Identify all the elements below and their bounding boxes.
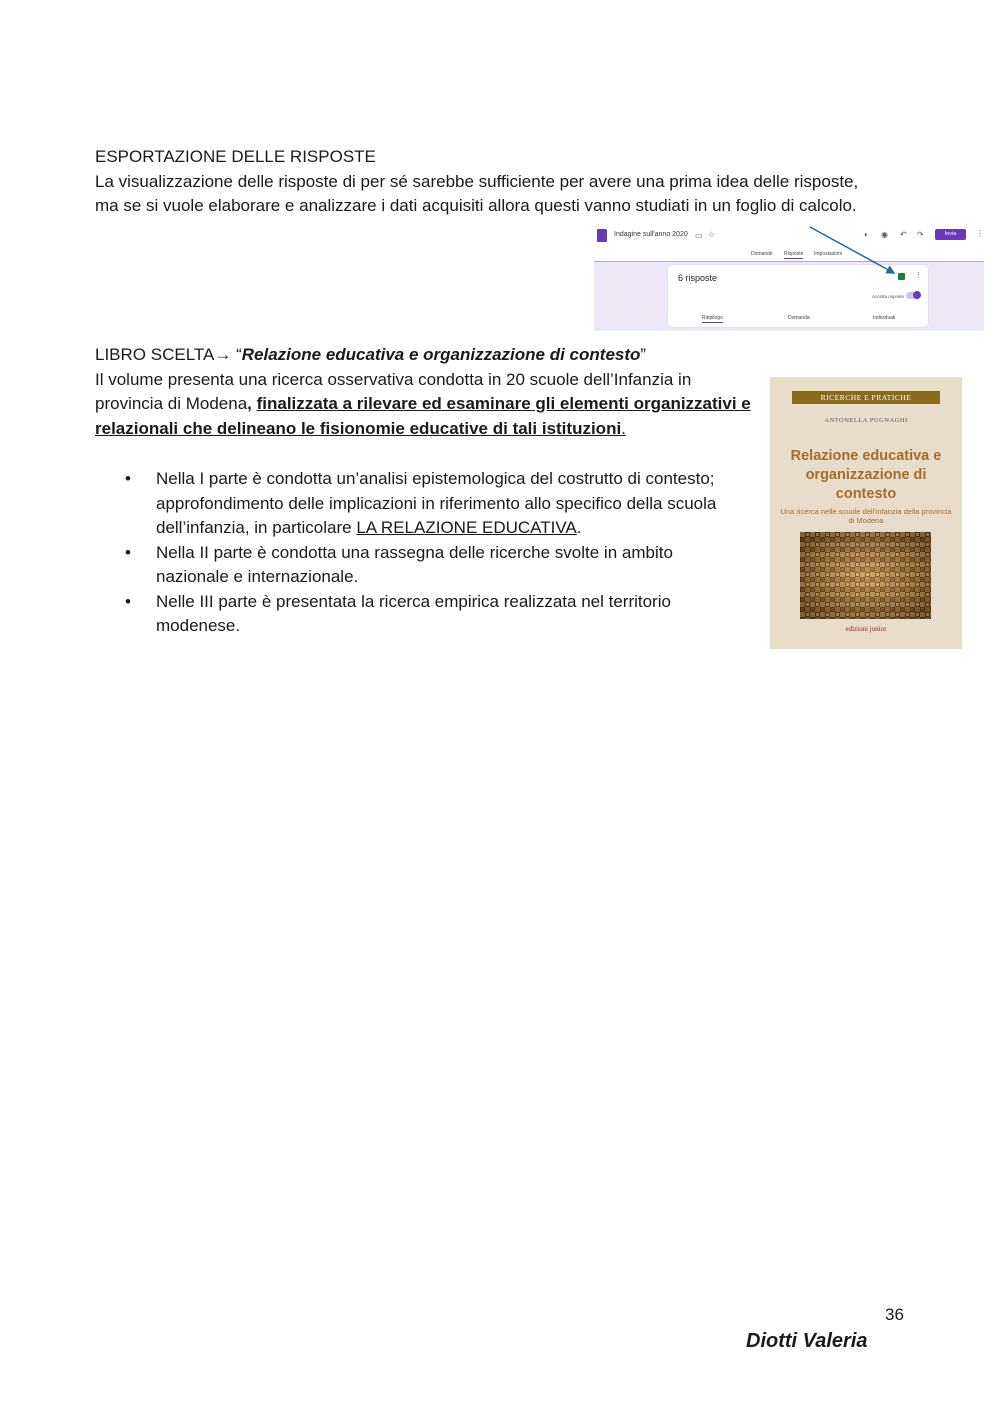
bullet-list	[95, 467, 765, 639]
subtab-domanda: Domanda	[788, 315, 810, 321]
bullet-text: Nella I parte è condotta un’analisi epistemologica del costrutto di contesto; approfondimento delle implicazioni in riferimento allo specifico della scuola dell’infanzia, in particolare	[156, 469, 717, 537]
eye-icon: ◉	[881, 230, 888, 239]
list-item	[95, 467, 765, 541]
arrow-icon: →	[214, 345, 232, 364]
bullet-underlined: LA RELAZIONE EDUCATIVA	[356, 518, 577, 537]
responses-count: 6 risposte	[678, 273, 718, 283]
bullet-text: Nella II parte è condotta una rassegna delle ricerche svolte in ambito nazionale e internazionale.	[156, 542, 673, 586]
book-prefix: LIBRO SCELTA	[95, 345, 215, 364]
list-item	[95, 590, 716, 639]
subtab-riepilogo: Riepilogo	[702, 315, 723, 321]
author-signature: Diotti Valeria	[746, 1330, 868, 1352]
forms-screenshot	[594, 223, 984, 331]
tab-domande: Domande	[751, 251, 773, 257]
book-intro-comma: ,	[247, 394, 257, 413]
bullet-icon: •	[125, 591, 131, 611]
open-quote: “	[231, 345, 242, 364]
folder-icon: ▭	[695, 231, 703, 240]
tab-risposte: Risposte	[784, 251, 804, 257]
send-button: Invia	[935, 229, 966, 240]
bullet-text: Nelle III parte è presentata la ricerca empirica realizzata nel territorio modenese.	[156, 591, 671, 635]
undo-icon: ↶	[900, 230, 907, 239]
bullet-icon: •	[125, 469, 131, 488]
cover-series: RICERCHE E PRATICHE	[792, 391, 940, 404]
more-icon: ⋮	[915, 272, 922, 279]
cover-subtitle: Una ricerca nelle scuole dell'infanzia della provincia di Modena	[780, 507, 952, 525]
book-heading	[95, 343, 760, 368]
cover-author: ANTONELLA PUGNAGHI	[824, 417, 908, 424]
cover-title: Relazione educativa e organizzazione di contesto	[790, 448, 942, 502]
book-intro-emphasis: finalizzata a rilevare ed esaminare gli elementi organizzativi e relazionali che delineano le fisionomie educative di tali istituzioni	[95, 394, 751, 438]
bullet-icon: •	[125, 542, 131, 562]
cover-image	[800, 532, 931, 619]
close-quote: ”	[640, 345, 647, 364]
book-section	[95, 343, 760, 441]
book-cover	[770, 377, 962, 649]
book-intro-plain: Il volume presenta una ricerca osservativa condotta in 20 scuole dell’Infanzia in provincia di Modena	[95, 369, 692, 413]
annotation-arrow	[594, 223, 984, 331]
list-item	[95, 541, 716, 590]
export-body: La visualizzazione delle risposte di per sé sarebbe sufficiente per avere una prima idea delle risposte, ma se si vuole elaborare e analizzare i dati acquisiti allora questi vanno studiati in un foglio di calcolo.	[95, 171, 859, 215]
star-icon: ☆	[708, 230, 716, 239]
cover-publisher: edizioni junior	[845, 625, 887, 633]
subtab-individuali: Individuali	[873, 315, 896, 321]
forms-title: Indagine sull'anno 2020	[614, 231, 688, 238]
book-intro	[95, 368, 760, 442]
redo-icon: ↷	[917, 230, 924, 239]
bullet-end: .	[576, 518, 582, 537]
export-section	[95, 145, 865, 219]
accept-label: Accetta risposte	[872, 294, 905, 299]
book-title: Relazione educativa e organizzazione di contesto	[241, 345, 641, 364]
export-heading: ESPORTAZIONE DELLE RISPOSTE	[95, 147, 376, 166]
book-intro-end: .	[621, 418, 626, 438]
more-icon: ⋮	[976, 229, 984, 238]
tab-impostazioni: Impostazioni	[814, 251, 843, 257]
page-number: 36	[885, 1305, 904, 1324]
palette-icon: ◐	[864, 230, 869, 239]
